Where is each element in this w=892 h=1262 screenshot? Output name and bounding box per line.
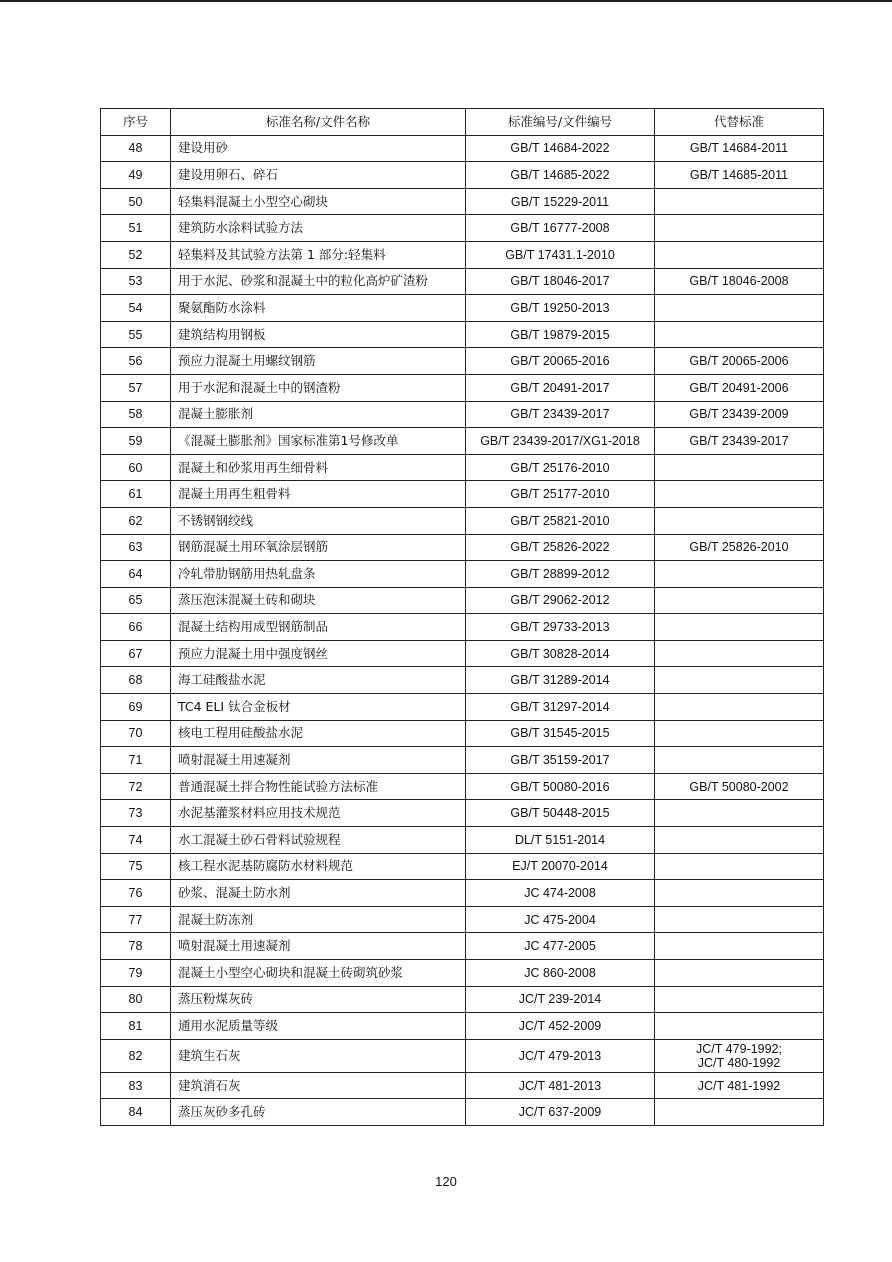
cell-standard-name: 用于水泥和混凝土中的钢渣粉 bbox=[171, 374, 466, 401]
replaced-standard-code: GB/T 20491-2006 bbox=[689, 380, 789, 395]
cell-standard-code: GB/T 28899-2012 bbox=[466, 561, 655, 588]
table-row bbox=[101, 1099, 824, 1126]
cell-standard-name: 核电工程用硅酸盐水泥 bbox=[171, 720, 466, 747]
cell-standard-name: 水工混凝土砂石骨料试验规程 bbox=[171, 827, 466, 854]
cell-serial-number: 55 bbox=[101, 321, 171, 348]
cell-replaced-standard bbox=[655, 640, 824, 667]
cell-serial-number: 75 bbox=[101, 853, 171, 880]
table-row bbox=[101, 773, 824, 800]
cell-standard-name: 砂浆、混凝土防水剂 bbox=[171, 880, 466, 907]
cell-replaced-standard bbox=[655, 614, 824, 641]
table-row bbox=[101, 933, 824, 960]
table-row bbox=[101, 295, 824, 322]
cell-standard-code: JC 475-2004 bbox=[466, 906, 655, 933]
cell-replaced-standard bbox=[655, 880, 824, 907]
table-row bbox=[101, 188, 824, 215]
cell-standard-code: GB/T 29733-2013 bbox=[466, 614, 655, 641]
cell-standard-name: 聚氨酯防水涂料 bbox=[171, 295, 466, 322]
cell-serial-number: 82 bbox=[101, 1039, 171, 1072]
cell-standard-code: GB/T 23439-2017/XG1-2018 bbox=[466, 428, 655, 455]
cell-standard-name: 建设用卵石、碎石 bbox=[171, 162, 466, 189]
cell-serial-number: 73 bbox=[101, 800, 171, 827]
cell-replaced-standard bbox=[655, 933, 824, 960]
cell-standard-code: GB/T 31289-2014 bbox=[466, 667, 655, 694]
cell-standard-code: GB/T 50080-2016 bbox=[466, 773, 655, 800]
cell-standard-name: 混凝土膨胀剂 bbox=[171, 401, 466, 428]
replaced-standard-code: GB/T 14684-2011 bbox=[689, 141, 789, 156]
cell-standard-name: TC4 ELI 钛合金板材 bbox=[171, 694, 466, 721]
cell-replaced-standard bbox=[655, 374, 824, 401]
replaced-standard-code: GB/T 23439-2017 bbox=[689, 433, 789, 448]
cell-replaced-standard bbox=[655, 428, 824, 455]
table-row bbox=[101, 614, 824, 641]
cell-replaced-standard bbox=[655, 986, 824, 1013]
cell-replaced-standard bbox=[655, 694, 824, 721]
cell-standard-name: 建设用砂 bbox=[171, 135, 466, 162]
cell-standard-code: GB/T 20491-2017 bbox=[466, 374, 655, 401]
cell-standard-code: GB/T 50448-2015 bbox=[466, 800, 655, 827]
cell-standard-code: EJ/T 20070-2014 bbox=[466, 853, 655, 880]
header-standard-code: 标准编号/文件编号 bbox=[466, 109, 655, 136]
cell-standard-code: JC 860-2008 bbox=[466, 960, 655, 987]
table-row bbox=[101, 880, 824, 907]
cell-replaced-standard bbox=[655, 906, 824, 933]
cell-serial-number: 56 bbox=[101, 348, 171, 375]
cell-serial-number: 76 bbox=[101, 880, 171, 907]
table-row bbox=[101, 454, 824, 481]
cell-replaced-standard bbox=[655, 454, 824, 481]
cell-replaced-standard bbox=[655, 135, 824, 162]
cell-standard-name: 冷轧带肋钢筋用热轧盘条 bbox=[171, 561, 466, 588]
cell-serial-number: 61 bbox=[101, 481, 171, 508]
cell-replaced-standard bbox=[655, 1013, 824, 1040]
cell-standard-code: GB/T 29062-2012 bbox=[466, 587, 655, 614]
cell-serial-number: 48 bbox=[101, 135, 171, 162]
cell-serial-number: 49 bbox=[101, 162, 171, 189]
cell-standard-name: 蒸压粉煤灰砖 bbox=[171, 986, 466, 1013]
cell-serial-number: 79 bbox=[101, 960, 171, 987]
cell-standard-name: 建筑结构用钢板 bbox=[171, 321, 466, 348]
cell-replaced-standard bbox=[655, 295, 824, 322]
cell-replaced-standard bbox=[655, 720, 824, 747]
replaced-standard-code: JC/T 480-1992 bbox=[697, 1055, 781, 1070]
cell-standard-code: GB/T 14685-2022 bbox=[466, 162, 655, 189]
cell-standard-name: 海工硅酸盐水泥 bbox=[171, 667, 466, 694]
cell-standard-code: GB/T 18046-2017 bbox=[466, 268, 655, 295]
table-row bbox=[101, 561, 824, 588]
cell-standard-code: JC/T 479-2013 bbox=[466, 1039, 655, 1072]
replaced-standard-code: GB/T 50080-2002 bbox=[689, 779, 789, 794]
cell-serial-number: 50 bbox=[101, 188, 171, 215]
cell-standard-code: GB/T 23439-2017 bbox=[466, 401, 655, 428]
cell-standard-name: 预应力混凝土用中强度钢丝 bbox=[171, 640, 466, 667]
table-row bbox=[101, 747, 824, 774]
cell-replaced-standard bbox=[655, 773, 824, 800]
cell-standard-name: 蒸压灰砂多孔砖 bbox=[171, 1099, 466, 1126]
cell-standard-name: 混凝土结构用成型钢筋制品 bbox=[171, 614, 466, 641]
cell-standard-name: 喷射混凝土用速凝剂 bbox=[171, 747, 466, 774]
cell-serial-number: 51 bbox=[101, 215, 171, 242]
table-row bbox=[101, 694, 824, 721]
cell-serial-number: 62 bbox=[101, 507, 171, 534]
cell-replaced-standard bbox=[655, 348, 824, 375]
cell-standard-name: 不锈钢钢绞线 bbox=[171, 507, 466, 534]
cell-replaced-standard bbox=[655, 747, 824, 774]
cell-standard-name: 建筑消石灰 bbox=[171, 1072, 466, 1099]
cell-standard-code: JC/T 452-2009 bbox=[466, 1013, 655, 1040]
table-row bbox=[101, 1039, 824, 1072]
table-row bbox=[101, 1072, 824, 1099]
header-serial-number: 序号 bbox=[101, 109, 171, 136]
cell-replaced-standard bbox=[655, 162, 824, 189]
cell-replaced-standard bbox=[655, 960, 824, 987]
cell-serial-number: 71 bbox=[101, 747, 171, 774]
header-replaced-standard: 代替标准 bbox=[655, 109, 824, 136]
cell-standard-name: 混凝土用再生粗骨料 bbox=[171, 481, 466, 508]
cell-serial-number: 53 bbox=[101, 268, 171, 295]
cell-standard-name: 建筑生石灰 bbox=[171, 1039, 466, 1072]
table-row bbox=[101, 374, 824, 401]
table-row bbox=[101, 960, 824, 987]
cell-replaced-standard bbox=[655, 853, 824, 880]
table-row bbox=[101, 135, 824, 162]
table-row bbox=[101, 215, 824, 242]
standards-table bbox=[100, 108, 824, 1126]
cell-standard-name: 轻集料及其试验方法第 1 部分:轻集料 bbox=[171, 241, 466, 268]
header-standard-name: 标准名称/文件名称 bbox=[171, 109, 466, 136]
table-row bbox=[101, 800, 824, 827]
replaced-standard-code: GB/T 23439-2009 bbox=[689, 407, 789, 422]
cell-serial-number: 57 bbox=[101, 374, 171, 401]
cell-replaced-standard bbox=[655, 507, 824, 534]
cell-standard-name: 蒸压泡沫混凝土砖和砌块 bbox=[171, 587, 466, 614]
cell-standard-name: 混凝土和砂浆用再生细骨料 bbox=[171, 454, 466, 481]
cell-standard-name: 水泥基灌浆材料应用技术规范 bbox=[171, 800, 466, 827]
cell-serial-number: 63 bbox=[101, 534, 171, 561]
cell-standard-name: 通用水泥质量等级 bbox=[171, 1013, 466, 1040]
cell-serial-number: 80 bbox=[101, 986, 171, 1013]
cell-replaced-standard bbox=[655, 800, 824, 827]
cell-serial-number: 69 bbox=[101, 694, 171, 721]
cell-replaced-standard bbox=[655, 1072, 824, 1099]
cell-serial-number: 66 bbox=[101, 614, 171, 641]
cell-serial-number: 74 bbox=[101, 827, 171, 854]
table-header-row bbox=[101, 109, 824, 136]
cell-standard-code: GB/T 17431.1-2010 bbox=[466, 241, 655, 268]
cell-serial-number: 60 bbox=[101, 454, 171, 481]
cell-replaced-standard bbox=[655, 241, 824, 268]
table-row bbox=[101, 348, 824, 375]
table-row bbox=[101, 401, 824, 428]
cell-replaced-standard bbox=[655, 827, 824, 854]
replaced-standard-code: JC/T 481-1992 bbox=[697, 1078, 781, 1093]
cell-standard-name: 《混凝土膨胀剂》国家标准第1号修改单 bbox=[171, 428, 466, 455]
cell-standard-code: GB/T 35159-2017 bbox=[466, 747, 655, 774]
cell-standard-name: 核工程水泥基防腐防水材料规范 bbox=[171, 853, 466, 880]
cell-standard-name: 用于水泥、砂浆和混凝土中的粒化高炉矿渣粉 bbox=[171, 268, 466, 295]
cell-serial-number: 84 bbox=[101, 1099, 171, 1126]
table-row bbox=[101, 587, 824, 614]
cell-replaced-standard bbox=[655, 587, 824, 614]
cell-standard-code: GB/T 14684-2022 bbox=[466, 135, 655, 162]
cell-serial-number: 58 bbox=[101, 401, 171, 428]
cell-serial-number: 52 bbox=[101, 241, 171, 268]
table-body bbox=[101, 135, 824, 1125]
cell-replaced-standard bbox=[655, 481, 824, 508]
cell-replaced-standard bbox=[655, 401, 824, 428]
cell-standard-name: 建筑防水涂料试验方法 bbox=[171, 215, 466, 242]
cell-standard-code: JC/T 481-2013 bbox=[466, 1072, 655, 1099]
cell-serial-number: 78 bbox=[101, 933, 171, 960]
replaced-standard-code: GB/T 25826-2010 bbox=[689, 540, 789, 555]
cell-standard-code: GB/T 15229-2011 bbox=[466, 188, 655, 215]
cell-standard-code: GB/T 16777-2008 bbox=[466, 215, 655, 242]
cell-standard-name: 混凝土小型空心砌块和混凝土砖砌筑砂浆 bbox=[171, 960, 466, 987]
table-row bbox=[101, 507, 824, 534]
cell-serial-number: 65 bbox=[101, 587, 171, 614]
table-row bbox=[101, 640, 824, 667]
cell-replaced-standard bbox=[655, 188, 824, 215]
cell-standard-code: GB/T 20065-2016 bbox=[466, 348, 655, 375]
table-row bbox=[101, 481, 824, 508]
cell-standard-code: GB/T 30828-2014 bbox=[466, 640, 655, 667]
cell-replaced-standard bbox=[655, 667, 824, 694]
cell-standard-code: GB/T 25821-2010 bbox=[466, 507, 655, 534]
cell-standard-code: JC 477-2005 bbox=[466, 933, 655, 960]
cell-standard-code: GB/T 19879-2015 bbox=[466, 321, 655, 348]
table-row bbox=[101, 534, 824, 561]
cell-replaced-standard bbox=[655, 534, 824, 561]
cell-replaced-standard bbox=[655, 215, 824, 242]
table-row bbox=[101, 667, 824, 694]
cell-replaced-standard bbox=[655, 268, 824, 295]
cell-standard-name: 喷射混凝土用速凝剂 bbox=[171, 933, 466, 960]
cell-standard-code: DL/T 5151-2014 bbox=[466, 827, 655, 854]
table-row bbox=[101, 827, 824, 854]
cell-serial-number: 72 bbox=[101, 773, 171, 800]
page-number: 120 bbox=[435, 1174, 457, 1189]
cell-standard-code: GB/T 25176-2010 bbox=[466, 454, 655, 481]
replaced-standard-code: JC/T 479-1992; bbox=[696, 1041, 782, 1056]
cell-standard-code: GB/T 25177-2010 bbox=[466, 481, 655, 508]
table-row bbox=[101, 268, 824, 295]
table-row bbox=[101, 853, 824, 880]
cell-standard-name: 普通混凝土拌合物性能试验方法标准 bbox=[171, 773, 466, 800]
cell-standard-code: GB/T 19250-2013 bbox=[466, 295, 655, 322]
table-row bbox=[101, 428, 824, 455]
cell-standard-name: 轻集料混凝土小型空心砌块 bbox=[171, 188, 466, 215]
cell-serial-number: 54 bbox=[101, 295, 171, 322]
cell-standard-code: JC 474-2008 bbox=[466, 880, 655, 907]
table-row bbox=[101, 720, 824, 747]
cell-replaced-standard bbox=[655, 321, 824, 348]
cell-replaced-standard bbox=[655, 1099, 824, 1126]
cell-serial-number: 83 bbox=[101, 1072, 171, 1099]
cell-standard-name: 预应力混凝土用螺纹钢筋 bbox=[171, 348, 466, 375]
table-row bbox=[101, 986, 824, 1013]
cell-serial-number: 81 bbox=[101, 1013, 171, 1040]
cell-standard-name: 钢筋混凝土用环氧涂层钢筋 bbox=[171, 534, 466, 561]
replaced-standard-code: GB/T 14685-2011 bbox=[689, 167, 789, 182]
table-row bbox=[101, 241, 824, 268]
cell-serial-number: 68 bbox=[101, 667, 171, 694]
table-row bbox=[101, 321, 824, 348]
cell-standard-code: GB/T 25826-2022 bbox=[466, 534, 655, 561]
cell-standard-code: GB/T 31545-2015 bbox=[466, 720, 655, 747]
replaced-standard-code: GB/T 18046-2008 bbox=[689, 274, 789, 289]
replaced-standard-code: GB/T 20065-2006 bbox=[689, 354, 789, 369]
cell-serial-number: 67 bbox=[101, 640, 171, 667]
cell-replaced-standard bbox=[655, 561, 824, 588]
cell-standard-code: JC/T 239-2014 bbox=[466, 986, 655, 1013]
cell-replaced-standard bbox=[655, 1039, 824, 1072]
table-row bbox=[101, 162, 824, 189]
cell-standard-name: 混凝土防冻剂 bbox=[171, 906, 466, 933]
cell-standard-code: JC/T 637-2009 bbox=[466, 1099, 655, 1126]
top-border-rule bbox=[0, 0, 892, 2]
cell-serial-number: 70 bbox=[101, 720, 171, 747]
cell-serial-number: 77 bbox=[101, 906, 171, 933]
table-row bbox=[101, 906, 824, 933]
cell-serial-number: 59 bbox=[101, 428, 171, 455]
table-row bbox=[101, 1013, 824, 1040]
cell-serial-number: 64 bbox=[101, 561, 171, 588]
cell-standard-code: GB/T 31297-2014 bbox=[466, 694, 655, 721]
